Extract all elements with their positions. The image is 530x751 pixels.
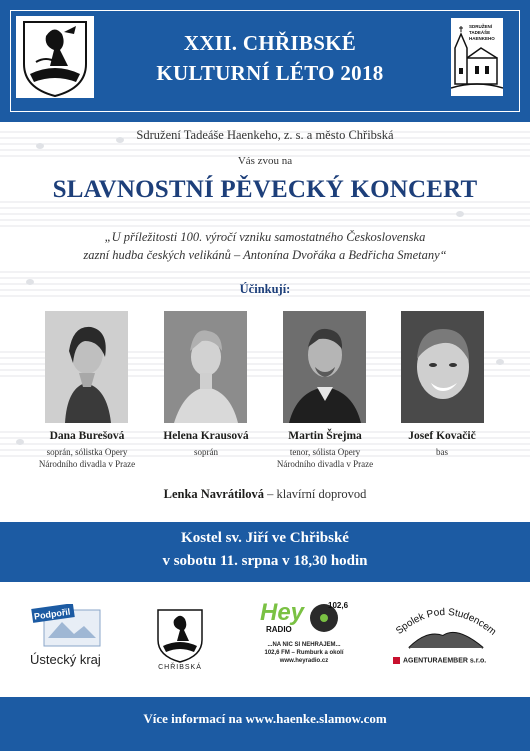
hey-radio-subtext <box>254 641 354 665</box>
footer-info-link[interactable]: Více informací na www.haenke.slamow.com <box>143 711 387 726</box>
church-logo <box>449 16 505 98</box>
performer-name-2: Helena Krausová <box>163 430 249 442</box>
hey-frequency: 102,6 <box>328 601 349 610</box>
venue-date-time: v sobotu 11. srpna v 18,30 hodin <box>162 553 368 569</box>
hey-subline: 102,6 FM – Rumburk a okolí <box>264 650 344 656</box>
accompanist-name: Lenka Navrátilová <box>163 487 264 501</box>
hey-url: www.heyradio.cz <box>279 658 329 664</box>
spolek-pod-studencem-logo <box>383 596 508 646</box>
agentura-ember-label: AGENTURAEMBER s.r.o. <box>403 657 487 665</box>
festival-title <box>110 28 430 88</box>
church-logo-text-2: TADEÁŠE <box>469 30 491 35</box>
hey-slogan: ...NA NIC SI NEHRAJEM... <box>267 642 341 648</box>
performer-desc-1-line1: soprán, sólistka Opery <box>46 447 128 457</box>
venue-place: Kostel sv. Jiří ve Chřibské <box>181 530 349 546</box>
hey-wordmark: Hey <box>260 599 305 626</box>
hey-radio-logo <box>256 596 356 647</box>
performer-desc-4-line1: bas <box>436 447 448 457</box>
performer-desc-2 <box>141 446 271 458</box>
performer-name-1: Dana Burešová <box>49 430 125 442</box>
concert-title: SLAVNOSTNÍ PĚVECKÝ KONCERT <box>52 176 478 203</box>
performer-photo-4 <box>401 311 484 423</box>
header-band <box>0 0 530 122</box>
accompanist-role: – klavírní doprovod <box>263 487 367 501</box>
podporil-label: Podpořil <box>33 606 71 622</box>
performer-desc-1-line2: Národního divadla v Praze <box>38 459 136 469</box>
concert-subtitle-line1: „U příležitosti 100. výročí vzniku samostatného Československa <box>104 230 426 244</box>
performer-photo-3 <box>283 311 366 423</box>
performer-desc-3-line1: tenor, sólista Opery <box>289 447 361 457</box>
ustecky-kraj-label: Ústecký kraj <box>30 652 101 667</box>
performer-name-3: Martin Šrejma <box>288 430 362 442</box>
performer-desc-3-line2: Národního divadla v Praze <box>276 459 374 469</box>
spolek-label: Spolek Pod Studencem <box>394 606 499 638</box>
invite-line: Vás zvou na <box>237 155 293 167</box>
festival-title-line1: XXII. CHŘIBSKÉ <box>183 31 357 55</box>
performer-desc-4 <box>377 446 507 458</box>
chribska-crest-small-logo <box>154 606 206 669</box>
performer-photo-1 <box>45 311 128 423</box>
concert-subtitle-line2: zazní hudba českých velikánů – Antonína Dvořáka a Bedřicha Smetany“ <box>83 248 447 262</box>
performer-desc-1 <box>22 446 152 470</box>
performer-photo-2 <box>164 311 247 423</box>
ember-square-icon <box>393 657 400 664</box>
performer-desc-2-line1: soprán <box>194 447 218 457</box>
performer-name-4: Josef Kovačič <box>408 430 476 442</box>
agentura-ember-logo <box>393 657 486 664</box>
church-logo-text-1: SDRUŽENÍ <box>469 24 493 29</box>
organizers-line: Sdružení Tadeáše Haenkeho, z. s. a město Chřibská <box>136 128 394 142</box>
performers-label: Účinkují: <box>239 282 291 296</box>
chribska-crest-logo <box>16 16 94 98</box>
chribska-label: CHŘIBSKÁ <box>158 664 202 671</box>
church-logo-text-3: HAENKEHO <box>469 36 495 41</box>
performer-desc-3 <box>260 446 390 470</box>
accompaniment-line <box>0 487 530 502</box>
hey-radio-label: RADIO <box>266 625 292 634</box>
concert-subtitle <box>40 228 490 264</box>
festival-title-line2: KULTURNÍ LÉTO 2018 <box>156 61 384 85</box>
ustecky-kraj-logo <box>28 604 108 657</box>
